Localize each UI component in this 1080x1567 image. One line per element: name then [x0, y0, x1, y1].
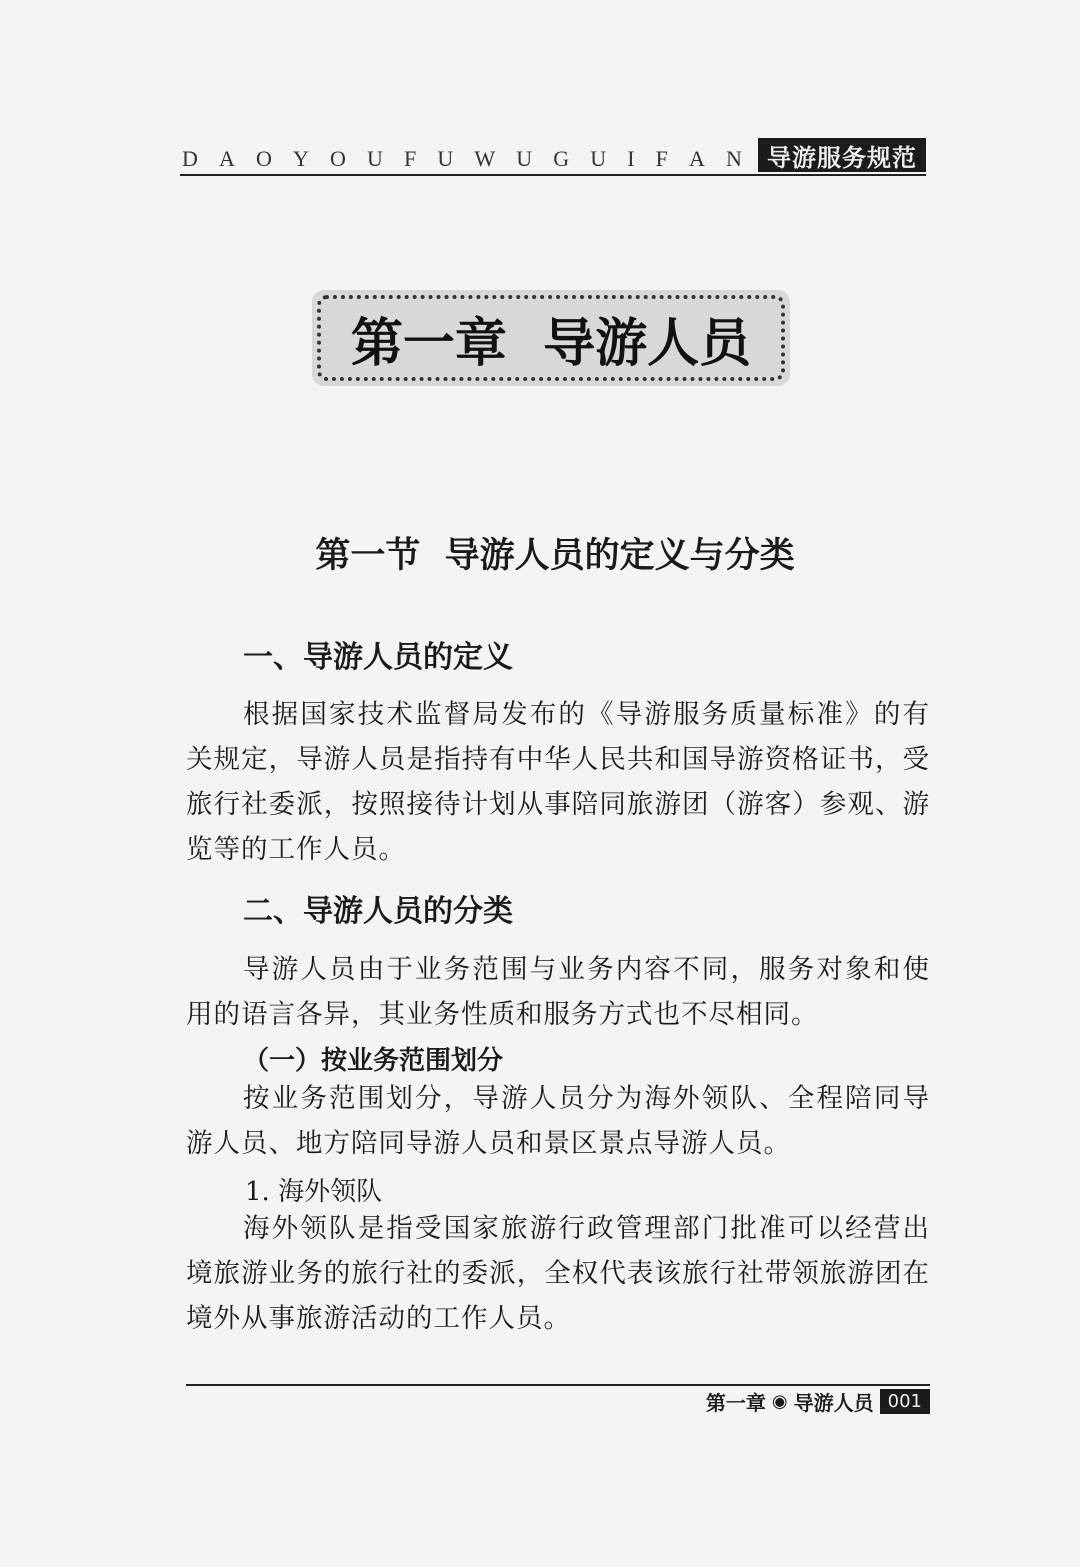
pinyin-letter: G [553, 146, 570, 171]
pinyin-letter: U [437, 146, 454, 171]
pinyin-letter: D [182, 146, 198, 171]
pinyin-letter: O [330, 146, 346, 171]
running-header [180, 138, 926, 176]
chapter-title-box [312, 290, 790, 386]
pinyin-letter: U [590, 146, 607, 171]
paragraph-definition: 根据国家技术监督局发布的《导游服务质量标准》的有关规定，导游人员是指持有中华人民共和国导游资格证书，受旅行社委派，按照接待计划从事陪同旅游团（游客）参观、游览等的工作人员。 [186, 699, 930, 865]
bullet-icon: ◉ [771, 1390, 788, 1412]
pinyin-letter: U [367, 146, 383, 171]
pinyin-letter: F [404, 146, 417, 171]
pinyin-letter: A [689, 146, 705, 171]
header-book-title: 导游服务规范 [758, 138, 926, 172]
pinyin-letter: F [655, 146, 668, 171]
list-item-overseas-leader: 1. 海外领队 [245, 1177, 383, 1207]
footer-title: 导游人员 [793, 1390, 874, 1415]
pinyin-letter: A [219, 146, 235, 171]
pinyin-letter: N [726, 146, 742, 171]
paragraph-overseas-leader: 海外领队是指受国家旅游行政管理部门批准可以经营出境旅游业务的旅行社的委派，全权代表该旅行社带领旅游团在境外从事旅游活动的工作人员。 [186, 1213, 930, 1334]
pinyin-letter: U [516, 146, 533, 171]
pinyin-letter: Y [293, 146, 309, 171]
pinyin-letter: W [474, 146, 496, 171]
heading-definition: 一、导游人员的定义 [243, 640, 513, 675]
heading-classification: 二、导游人员的分类 [243, 894, 513, 929]
header-pinyin [182, 146, 742, 172]
page-number: 001 [880, 1389, 930, 1414]
section-title: 第一节 导游人员的定义与分类 [315, 535, 795, 576]
footer-chapter: 第一章 [705, 1390, 766, 1415]
paragraph-classification: 导游人员由于业务范围与业务内容不同，服务对象和使用的语言各异，其业务性质和服务方式也不尽相同。 [186, 954, 930, 1030]
pinyin-letter: O [256, 146, 272, 171]
paragraph-business-scope: 按业务范围划分，导游人员分为海外领队、全程陪同导游人员、地方陪同导游人员和景区景点导游人员。 [186, 1083, 930, 1159]
subheading-business-scope: （一）按业务范围划分 [243, 1046, 504, 1076]
pinyin-letter: I [627, 146, 635, 171]
running-footer [706, 1385, 930, 1417]
chapter-title: 第一章 导游人员 [350, 313, 752, 374]
